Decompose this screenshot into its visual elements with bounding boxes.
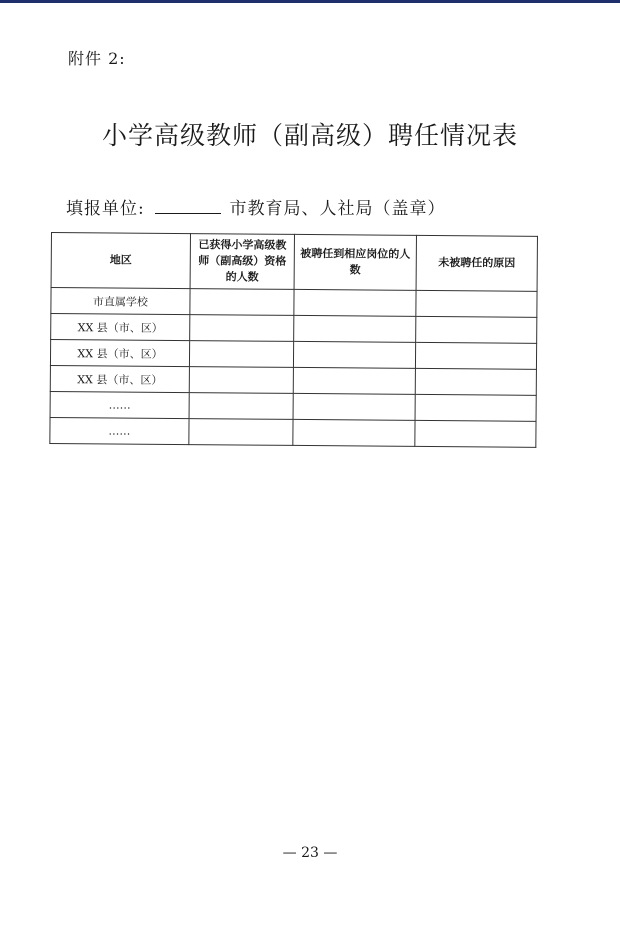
cell-qualified	[189, 393, 293, 420]
table-row	[51, 314, 537, 344]
reporting-unit-line	[66, 194, 446, 219]
cell-reason	[415, 420, 536, 447]
cell-region: XX 县（市、区）	[51, 314, 190, 341]
cell-appointed	[293, 367, 415, 394]
header-qualified-count: 已获得小学高级教师（副高级）资格的人数	[190, 234, 294, 290]
reporting-unit-blank	[155, 199, 221, 214]
cell-appointed	[294, 315, 416, 342]
attachment-label: 附件 2:	[68, 49, 126, 68]
table-row	[50, 417, 536, 447]
header-not-appointed-reason: 未被聘任的原因	[416, 235, 537, 291]
table-row	[50, 365, 536, 395]
cell-appointed	[294, 289, 416, 316]
cell-appointed	[293, 419, 415, 446]
cell-qualified	[189, 419, 293, 446]
cell-region: 市直属学校	[51, 288, 190, 315]
table-row	[51, 288, 537, 318]
cell-appointed	[293, 393, 415, 420]
cell-region: ……	[50, 391, 189, 418]
table-header-row	[51, 233, 537, 292]
cell-qualified	[190, 315, 294, 342]
page-number: — 23 —	[282, 845, 338, 861]
cell-region: ……	[50, 417, 189, 444]
cell-reason	[416, 290, 537, 317]
cell-reason	[415, 342, 536, 369]
cell-qualified	[189, 367, 293, 394]
cell-reason	[416, 316, 537, 343]
cell-region: XX 县（市、区）	[50, 365, 189, 392]
document-title: 小学高级教师（副高级）聘任情况表	[101, 121, 518, 150]
table-row	[50, 340, 536, 370]
header-region: 地区	[51, 233, 190, 289]
cell-qualified	[190, 289, 294, 316]
cell-appointed	[293, 341, 415, 368]
top-border	[0, 0, 620, 3]
cell-reason	[415, 394, 536, 421]
appointment-table	[49, 232, 538, 448]
appointment-table-container	[49, 232, 537, 448]
cell-qualified	[189, 341, 293, 368]
cell-reason	[415, 368, 536, 395]
cell-region: XX 县（市、区）	[50, 340, 189, 367]
header-appointed-count: 被聘任到相应岗位的人数	[294, 234, 416, 290]
reporting-unit-label: 填报单位:	[66, 199, 145, 219]
reporting-unit-suffix: 市教育局、人社局（盖章）	[229, 199, 446, 219]
table-row	[50, 391, 536, 421]
